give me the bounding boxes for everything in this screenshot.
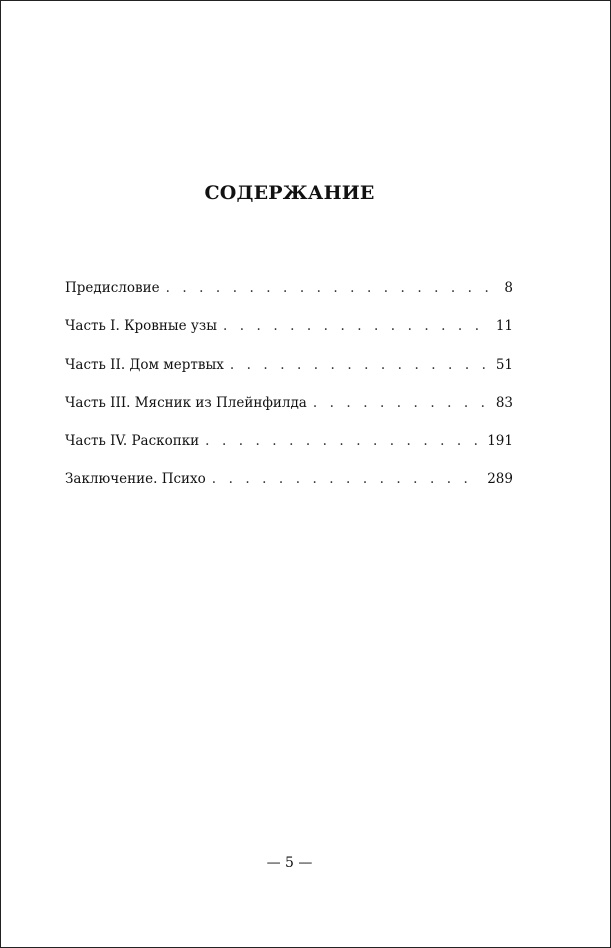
toc-entry-page: 289 xyxy=(487,471,513,488)
toc-dot-leader xyxy=(212,471,481,487)
toc-dot-leader xyxy=(223,318,490,334)
toc-entry-page: 11 xyxy=(495,318,513,335)
toc-entry-label: Часть I. Кровные узы xyxy=(65,318,217,335)
toc-entry-part-3 xyxy=(65,395,513,433)
toc-dot-leader xyxy=(230,357,490,373)
toc-entry-part-1 xyxy=(65,318,513,356)
page-title: СОДЕРЖАНИЕ xyxy=(204,182,375,204)
toc-entry-label: Предисловие xyxy=(65,280,160,296)
toc-entry-part-4 xyxy=(65,433,513,471)
toc-entry-part-2 xyxy=(65,357,513,395)
toc-entry-preface xyxy=(65,280,513,318)
toc-entry-conclusion xyxy=(65,471,513,509)
toc-entry-label: Часть IV. Раскопки xyxy=(65,433,200,450)
page-number: — 5 — xyxy=(266,855,313,871)
toc-entry-label: Часть III. Мясник из Плейнфилда xyxy=(65,394,307,411)
toc-dot-leader xyxy=(205,433,481,449)
toc-entry-page: 51 xyxy=(495,356,513,373)
toc-dot-leader xyxy=(166,280,499,296)
toc-entry-page: 191 xyxy=(487,433,513,450)
toc-dot-leader xyxy=(313,395,490,411)
toc-entry-label: Часть II. Дом мертвых xyxy=(65,356,224,373)
toc-entry-page: 83 xyxy=(495,394,513,411)
toc-entry-label: Заключение. Психо xyxy=(65,471,206,488)
toc-entry-page: 8 xyxy=(504,280,513,296)
table-of-contents xyxy=(65,280,513,510)
